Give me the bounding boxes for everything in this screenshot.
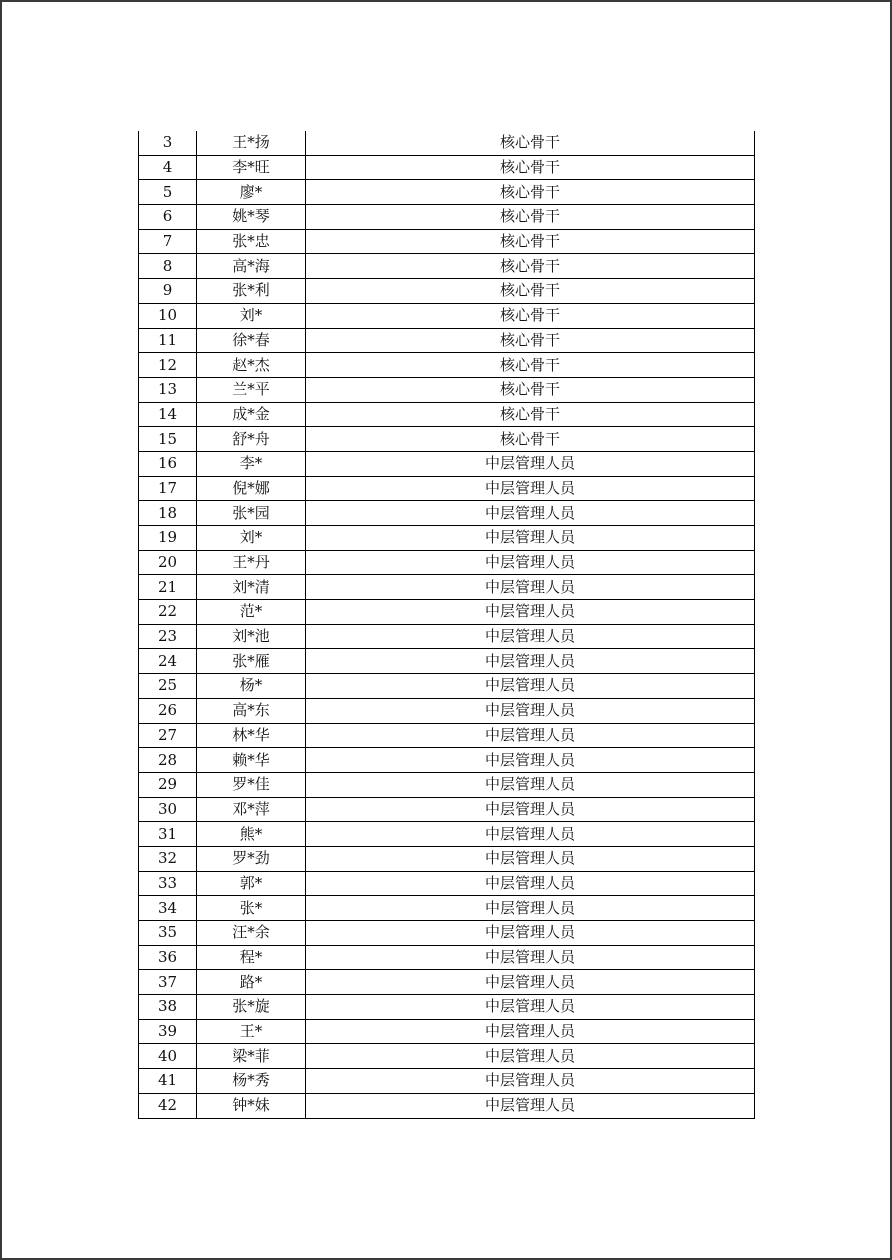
category-cell: 中层管理人员 <box>306 945 755 970</box>
row-number-cell: 37 <box>139 970 197 995</box>
table-row <box>139 131 755 155</box>
row-number-cell: 32 <box>139 846 197 871</box>
table-row <box>139 1044 755 1069</box>
name-cell: 倪*娜 <box>197 476 306 501</box>
table-row <box>139 1069 755 1094</box>
category-cell: 中层管理人员 <box>306 921 755 946</box>
row-number-cell: 13 <box>139 377 197 402</box>
table-row <box>139 772 755 797</box>
row-number-cell: 34 <box>139 896 197 921</box>
name-cell: 张* <box>197 896 306 921</box>
name-cell: 成*金 <box>197 402 306 427</box>
roster-table <box>138 131 755 1119</box>
category-cell: 中层管理人员 <box>306 600 755 625</box>
category-cell: 中层管理人员 <box>306 1044 755 1069</box>
row-number-cell: 28 <box>139 748 197 773</box>
name-cell: 李*旺 <box>197 155 306 180</box>
category-cell: 核心骨干 <box>306 377 755 402</box>
category-cell: 中层管理人员 <box>306 748 755 773</box>
name-cell: 张*园 <box>197 501 306 526</box>
category-cell: 中层管理人员 <box>306 723 755 748</box>
name-cell: 高*东 <box>197 698 306 723</box>
row-number-cell: 27 <box>139 723 197 748</box>
row-number-cell: 38 <box>139 995 197 1020</box>
category-cell: 中层管理人员 <box>306 698 755 723</box>
table-row <box>139 229 755 254</box>
name-cell: 李* <box>197 451 306 476</box>
name-cell: 王* <box>197 1019 306 1044</box>
category-cell: 中层管理人员 <box>306 896 755 921</box>
name-cell: 舒*舟 <box>197 427 306 452</box>
category-cell: 核心骨干 <box>306 402 755 427</box>
row-number-cell: 41 <box>139 1069 197 1094</box>
table-row <box>139 945 755 970</box>
name-cell: 徐*春 <box>197 328 306 353</box>
row-number-cell: 8 <box>139 254 197 279</box>
row-number-cell: 39 <box>139 1019 197 1044</box>
table-row <box>139 995 755 1020</box>
table-row <box>139 600 755 625</box>
row-number-cell: 3 <box>139 131 197 155</box>
category-cell: 核心骨干 <box>306 328 755 353</box>
category-cell: 中层管理人员 <box>306 871 755 896</box>
row-number-cell: 24 <box>139 649 197 674</box>
row-number-cell: 4 <box>139 155 197 180</box>
name-cell: 梁*菲 <box>197 1044 306 1069</box>
row-number-cell: 11 <box>139 328 197 353</box>
table-row <box>139 871 755 896</box>
category-cell: 中层管理人员 <box>306 451 755 476</box>
row-number-cell: 29 <box>139 772 197 797</box>
category-cell: 中层管理人员 <box>306 501 755 526</box>
name-cell: 王*丹 <box>197 550 306 575</box>
row-number-cell: 15 <box>139 427 197 452</box>
name-cell: 林*华 <box>197 723 306 748</box>
table-row <box>139 279 755 304</box>
name-cell: 廖* <box>197 180 306 205</box>
category-cell: 中层管理人员 <box>306 995 755 1020</box>
name-cell: 范* <box>197 600 306 625</box>
name-cell: 邓*萍 <box>197 797 306 822</box>
table-row <box>139 822 755 847</box>
name-cell: 王*扬 <box>197 131 306 155</box>
name-cell: 熊* <box>197 822 306 847</box>
name-cell: 刘* <box>197 303 306 328</box>
row-number-cell: 26 <box>139 698 197 723</box>
category-cell: 核心骨干 <box>306 254 755 279</box>
row-number-cell: 21 <box>139 575 197 600</box>
table-row <box>139 624 755 649</box>
category-cell: 中层管理人员 <box>306 550 755 575</box>
name-cell: 刘*清 <box>197 575 306 600</box>
name-cell: 张*利 <box>197 279 306 304</box>
row-number-cell: 40 <box>139 1044 197 1069</box>
table-row <box>139 970 755 995</box>
row-number-cell: 23 <box>139 624 197 649</box>
row-number-cell: 20 <box>139 550 197 575</box>
category-cell: 中层管理人员 <box>306 575 755 600</box>
row-number-cell: 17 <box>139 476 197 501</box>
table-row <box>139 476 755 501</box>
row-number-cell: 30 <box>139 797 197 822</box>
category-cell: 核心骨干 <box>306 205 755 230</box>
name-cell: 赵*杰 <box>197 353 306 378</box>
category-cell: 中层管理人员 <box>306 822 755 847</box>
name-cell: 程* <box>197 945 306 970</box>
table-row <box>139 698 755 723</box>
name-cell: 罗*佳 <box>197 772 306 797</box>
table-row <box>139 896 755 921</box>
category-cell: 中层管理人员 <box>306 1093 755 1118</box>
table-row <box>139 205 755 230</box>
row-number-cell: 19 <box>139 526 197 551</box>
category-cell: 中层管理人员 <box>306 970 755 995</box>
row-number-cell: 18 <box>139 501 197 526</box>
row-number-cell: 33 <box>139 871 197 896</box>
name-cell: 路* <box>197 970 306 995</box>
category-cell: 核心骨干 <box>306 279 755 304</box>
category-cell: 核心骨干 <box>306 303 755 328</box>
category-cell: 核心骨干 <box>306 427 755 452</box>
table-row <box>139 674 755 699</box>
table-row <box>139 155 755 180</box>
category-cell: 中层管理人员 <box>306 674 755 699</box>
table-row <box>139 427 755 452</box>
row-number-cell: 42 <box>139 1093 197 1118</box>
row-number-cell: 12 <box>139 353 197 378</box>
table-row <box>139 180 755 205</box>
category-cell: 中层管理人员 <box>306 624 755 649</box>
name-cell: 赖*华 <box>197 748 306 773</box>
name-cell: 汪*余 <box>197 921 306 946</box>
row-number-cell: 31 <box>139 822 197 847</box>
name-cell: 杨* <box>197 674 306 699</box>
row-number-cell: 25 <box>139 674 197 699</box>
row-number-cell: 9 <box>139 279 197 304</box>
table-row <box>139 575 755 600</box>
table-row <box>139 353 755 378</box>
table-row <box>139 748 755 773</box>
category-cell: 中层管理人员 <box>306 526 755 551</box>
category-cell: 核心骨干 <box>306 229 755 254</box>
table-row <box>139 402 755 427</box>
name-cell: 刘* <box>197 526 306 551</box>
table-row <box>139 649 755 674</box>
category-cell: 中层管理人员 <box>306 476 755 501</box>
category-cell: 核心骨干 <box>306 131 755 155</box>
table-row <box>139 723 755 748</box>
table-row <box>139 303 755 328</box>
table-row <box>139 550 755 575</box>
name-cell: 钟*妹 <box>197 1093 306 1118</box>
category-cell: 中层管理人员 <box>306 846 755 871</box>
table-row <box>139 846 755 871</box>
table-row <box>139 1093 755 1118</box>
name-cell: 张*雁 <box>197 649 306 674</box>
category-cell: 中层管理人员 <box>306 797 755 822</box>
name-cell: 高*海 <box>197 254 306 279</box>
table-row <box>139 797 755 822</box>
table-row <box>139 254 755 279</box>
name-cell: 姚*琴 <box>197 205 306 230</box>
table-row <box>139 1019 755 1044</box>
table-row <box>139 451 755 476</box>
table-row <box>139 377 755 402</box>
row-number-cell: 16 <box>139 451 197 476</box>
name-cell: 张*旋 <box>197 995 306 1020</box>
category-cell: 中层管理人员 <box>306 1069 755 1094</box>
row-number-cell: 7 <box>139 229 197 254</box>
name-cell: 刘*池 <box>197 624 306 649</box>
name-cell: 兰*平 <box>197 377 306 402</box>
table-row <box>139 921 755 946</box>
name-cell: 罗*劲 <box>197 846 306 871</box>
name-cell: 杨*秀 <box>197 1069 306 1094</box>
category-cell: 核心骨干 <box>306 353 755 378</box>
row-number-cell: 35 <box>139 921 197 946</box>
table-row <box>139 501 755 526</box>
category-cell: 中层管理人员 <box>306 772 755 797</box>
row-number-cell: 14 <box>139 402 197 427</box>
category-cell: 核心骨干 <box>306 180 755 205</box>
row-number-cell: 36 <box>139 945 197 970</box>
name-cell: 张*忠 <box>197 229 306 254</box>
name-cell: 郭* <box>197 871 306 896</box>
row-number-cell: 5 <box>139 180 197 205</box>
table-row <box>139 328 755 353</box>
category-cell: 中层管理人员 <box>306 649 755 674</box>
category-cell: 中层管理人员 <box>306 1019 755 1044</box>
row-number-cell: 22 <box>139 600 197 625</box>
row-number-cell: 6 <box>139 205 197 230</box>
table-row <box>139 526 755 551</box>
row-number-cell: 10 <box>139 303 197 328</box>
category-cell: 核心骨干 <box>306 155 755 180</box>
